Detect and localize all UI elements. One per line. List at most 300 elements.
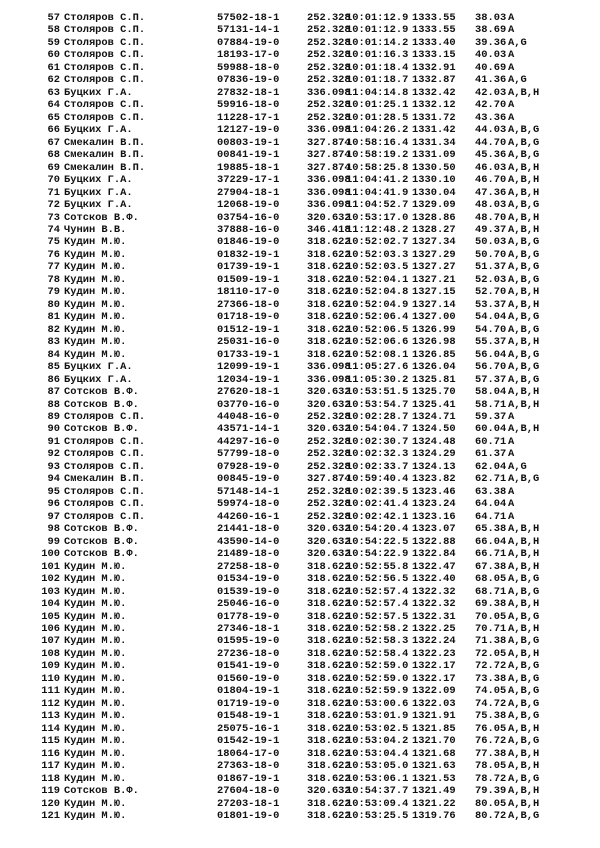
coefficient: 56.04 xyxy=(475,348,507,361)
coefficient: 72.72 xyxy=(475,660,507,673)
coefficient: 76.72 xyxy=(475,735,507,748)
distance: 252.328 xyxy=(307,435,351,448)
distance: 320.632 xyxy=(307,423,351,436)
arrival-time: 10:54:22.5 xyxy=(346,535,409,548)
category-tags: A,B,G xyxy=(508,311,540,324)
ring-code: 01718-19-0 xyxy=(217,311,280,324)
table-row xyxy=(0,224,600,236)
category-tags: A,B,H xyxy=(508,548,540,561)
arrival-time: 10:53:54.7 xyxy=(346,398,409,411)
ring-code: 25075-16-1 xyxy=(217,722,280,735)
ring-code: 25031-16-0 xyxy=(217,336,280,349)
distance: 318.622 xyxy=(307,710,351,723)
table-row xyxy=(0,448,600,460)
place-number: 64 xyxy=(47,99,60,112)
place-number: 72 xyxy=(47,199,60,212)
coefficient: 42.70 xyxy=(475,99,507,112)
category-tags: A xyxy=(508,498,515,511)
participant-name: Столяров С.П. xyxy=(64,49,146,62)
participant-name: Кудин М.Ю. xyxy=(64,248,127,261)
speed: 1327.15 xyxy=(412,286,456,299)
arrival-time: 10:52:59.9 xyxy=(346,685,409,698)
participant-name: Столяров С.П. xyxy=(64,61,146,74)
distance: 327.874 xyxy=(307,473,351,486)
distance: 318.622 xyxy=(307,311,351,324)
participant-name: Кудин М.Ю. xyxy=(64,747,127,760)
place-number: 95 xyxy=(47,485,60,498)
coefficient: 73.38 xyxy=(475,672,507,685)
participant-name: Сотсков В.Ф. xyxy=(64,548,139,561)
coefficient: 58.71 xyxy=(475,398,507,411)
speed: 1322.23 xyxy=(412,647,456,660)
table-row xyxy=(0,748,600,760)
place-number: 97 xyxy=(47,510,60,523)
distance: 336.098 xyxy=(307,361,351,374)
participant-name: Кудин М.Ю. xyxy=(64,298,127,311)
speed: 1333.40 xyxy=(412,36,456,49)
coefficient: 77.38 xyxy=(475,747,507,760)
table-row xyxy=(0,299,600,311)
table-row xyxy=(0,261,600,273)
ring-code: 01832-19-1 xyxy=(217,248,280,261)
place-number: 98 xyxy=(47,523,60,536)
ring-code: 07928-19-0 xyxy=(217,460,280,473)
place-number: 102 xyxy=(41,573,60,586)
ring-code: 11228-17-1 xyxy=(217,111,280,124)
category-tags: A xyxy=(508,111,515,124)
participant-name: Кудин М.Ю. xyxy=(64,710,127,723)
participant-name: Кудин М.Ю. xyxy=(64,810,127,822)
speed: 1324.71 xyxy=(412,411,456,423)
table-row xyxy=(0,386,600,398)
speed: 1322.31 xyxy=(412,610,456,623)
coefficient: 60.71 xyxy=(475,435,507,448)
distance: 320.632 xyxy=(307,386,351,399)
speed: 1322.17 xyxy=(412,660,456,673)
arrival-time: 10:53:04.4 xyxy=(346,747,409,760)
category-tags: A,B,H xyxy=(508,747,540,760)
category-tags: A,B,H xyxy=(508,535,540,548)
coefficient: 68.71 xyxy=(475,585,507,598)
participant-name: Кудин М.Ю. xyxy=(64,348,127,361)
participant-name: Кудин М.Ю. xyxy=(64,760,127,773)
arrival-time: 11:04:52.7 xyxy=(346,199,409,212)
place-number: 58 xyxy=(47,24,60,37)
speed: 1331.34 xyxy=(412,136,456,149)
distance: 252.328 xyxy=(307,111,351,124)
ring-code: 18110-17-0 xyxy=(217,286,280,299)
table-row xyxy=(0,798,600,810)
arrival-time: 10:52:57.4 xyxy=(346,585,409,598)
ring-code: 18193-17-0 xyxy=(217,49,280,62)
distance: 252.328 xyxy=(307,498,351,511)
arrival-time: 11:12:48.2 xyxy=(346,223,409,236)
participant-name: Кудин М.Ю. xyxy=(64,286,127,299)
table-row xyxy=(0,62,600,74)
table-row xyxy=(0,423,600,435)
distance: 327.874 xyxy=(307,161,351,174)
ring-code: 12034-19-1 xyxy=(217,373,280,386)
place-number: 86 xyxy=(47,373,60,386)
ring-code: 59916-18-0 xyxy=(217,99,280,112)
speed: 1319.76 xyxy=(412,810,456,822)
participant-name: Буцких Г.А. xyxy=(64,373,133,386)
place-number: 106 xyxy=(41,622,60,635)
participant-name: Столяров С.П. xyxy=(64,411,146,423)
place-number: 112 xyxy=(41,697,60,710)
coefficient: 70.05 xyxy=(475,610,507,623)
speed: 1322.09 xyxy=(412,685,456,698)
table-row xyxy=(0,112,600,124)
participant-name: Столяров С.П. xyxy=(64,24,146,37)
ring-code: 01719-19-0 xyxy=(217,697,280,710)
ring-code: 01595-19-0 xyxy=(217,635,280,648)
place-number: 105 xyxy=(41,610,60,623)
ring-code: 27203-18-1 xyxy=(217,797,280,810)
distance: 318.622 xyxy=(307,672,351,685)
table-row xyxy=(0,710,600,722)
table-row xyxy=(0,760,600,772)
coefficient: 55.37 xyxy=(475,336,507,349)
category-tags: A,B,G xyxy=(508,635,540,648)
table-row xyxy=(0,187,600,199)
ring-code: 03770-16-0 xyxy=(217,398,280,411)
coefficient: 68.05 xyxy=(475,573,507,586)
distance: 318.622 xyxy=(307,336,351,349)
arrival-time: 10:52:56.5 xyxy=(346,573,409,586)
speed: 1332.87 xyxy=(412,74,456,87)
place-number: 116 xyxy=(41,747,60,760)
place-number: 119 xyxy=(41,785,60,798)
place-number: 59 xyxy=(47,36,60,49)
place-number: 84 xyxy=(47,348,60,361)
table-row xyxy=(0,461,600,473)
place-number: 68 xyxy=(47,149,60,162)
ring-code: 27832-18-1 xyxy=(217,86,280,99)
speed: 1327.27 xyxy=(412,261,456,274)
category-tags: A xyxy=(508,411,515,423)
distance: 336.098 xyxy=(307,199,351,212)
arrival-time: 10:52:57.5 xyxy=(346,610,409,623)
coefficient: 53.37 xyxy=(475,298,507,311)
arrival-time: 10:52:58.3 xyxy=(346,635,409,648)
place-number: 69 xyxy=(47,161,60,174)
category-tags: A,B,H xyxy=(508,286,540,299)
participant-name: Кудин М.Ю. xyxy=(64,722,127,735)
distance: 318.622 xyxy=(307,560,351,573)
category-tags: A,B,G xyxy=(508,199,540,212)
distance: 318.622 xyxy=(307,772,351,785)
ring-code: 21441-18-0 xyxy=(217,523,280,536)
arrival-time: 10:53:51.5 xyxy=(346,386,409,399)
distance: 318.622 xyxy=(307,298,351,311)
participant-name: Буцких Г.А. xyxy=(64,186,133,199)
ring-code: 27363-18-0 xyxy=(217,760,280,773)
coefficient: 38.03 xyxy=(475,12,507,24)
arrival-time: 10:52:55.8 xyxy=(346,560,409,573)
distance: 252.328 xyxy=(307,510,351,523)
category-tags: A,G xyxy=(508,36,527,49)
participant-name: Столяров С.П. xyxy=(64,448,146,461)
arrival-time: 10:53:25.5 xyxy=(346,810,409,822)
speed: 1326.98 xyxy=(412,336,456,349)
arrival-time: 10:52:06.5 xyxy=(346,323,409,336)
ring-code: 57502-18-1 xyxy=(217,12,280,24)
ring-code: 59988-18-0 xyxy=(217,61,280,74)
participant-name: Кудин М.Ю. xyxy=(64,797,127,810)
table-row xyxy=(0,598,600,610)
participant-name: Смекалин В.П. xyxy=(64,136,146,149)
distance: 336.098 xyxy=(307,174,351,187)
ring-code: 12099-19-1 xyxy=(217,361,280,374)
ring-code: 27366-18-0 xyxy=(217,298,280,311)
arrival-time: 10:54:22.9 xyxy=(346,548,409,561)
coefficient: 74.05 xyxy=(475,685,507,698)
coefficient: 70.71 xyxy=(475,622,507,635)
coefficient: 72.05 xyxy=(475,647,507,660)
table-row xyxy=(0,336,600,348)
ring-code: 01509-19-1 xyxy=(217,273,280,286)
participant-name: Кудин М.Ю. xyxy=(64,735,127,748)
table-row xyxy=(0,673,600,685)
arrival-time: 10:54:20.4 xyxy=(346,523,409,536)
speed: 1324.48 xyxy=(412,435,456,448)
table-row xyxy=(0,149,600,161)
distance: 320.632 xyxy=(307,398,351,411)
speed: 1333.55 xyxy=(412,12,456,24)
ring-code: 43590-14-0 xyxy=(217,535,280,548)
distance: 320.632 xyxy=(307,523,351,536)
distance: 252.328 xyxy=(307,99,351,112)
arrival-time: 10:54:37.7 xyxy=(346,785,409,798)
participant-name: Столяров С.П. xyxy=(64,36,146,49)
arrival-time: 10:02:28.7 xyxy=(346,411,409,423)
ring-code: 01512-19-1 xyxy=(217,323,280,336)
speed: 1332.12 xyxy=(412,99,456,112)
category-tags: A,B,H xyxy=(508,598,540,611)
ring-code: 01539-19-0 xyxy=(217,585,280,598)
place-number: 94 xyxy=(47,473,60,486)
speed: 1322.32 xyxy=(412,598,456,611)
speed: 1327.21 xyxy=(412,273,456,286)
distance: 318.622 xyxy=(307,797,351,810)
arrival-time: 10:01:18.7 xyxy=(346,74,409,87)
speed: 1332.42 xyxy=(412,86,456,99)
arrival-time: 10:53:09.4 xyxy=(346,797,409,810)
arrival-time: 10:02:42.1 xyxy=(346,510,409,523)
participant-name: Сотсков В.Ф. xyxy=(64,535,139,548)
ring-code: 07884-19-0 xyxy=(217,36,280,49)
table-row xyxy=(0,586,600,598)
category-tags: A,B,G xyxy=(508,323,540,336)
distance: 320.632 xyxy=(307,785,351,798)
arrival-time: 11:04:41.2 xyxy=(346,174,409,187)
participant-name: Кудин М.Ю. xyxy=(64,772,127,785)
arrival-time: 10:52:06.6 xyxy=(346,336,409,349)
distance: 320.632 xyxy=(307,548,351,561)
distance: 318.622 xyxy=(307,573,351,586)
participant-name: Кудин М.Ю. xyxy=(64,323,127,336)
place-number: 120 xyxy=(41,797,60,810)
place-number: 85 xyxy=(47,361,60,374)
place-number: 57 xyxy=(47,12,60,24)
category-tags: A,B,H xyxy=(508,785,540,798)
category-tags: A,B,H xyxy=(508,523,540,536)
table-row xyxy=(0,473,600,485)
category-tags: A,B,G xyxy=(508,735,540,748)
category-tags: A,B,G xyxy=(508,136,540,149)
speed: 1322.32 xyxy=(412,585,456,598)
category-tags: A,B,H xyxy=(508,174,540,187)
participant-name: Сотсков В.Ф. xyxy=(64,785,139,798)
place-number: 103 xyxy=(41,585,60,598)
coefficient: 69.38 xyxy=(475,598,507,611)
category-tags: A,B,G xyxy=(508,685,540,698)
category-tags: A,B,G xyxy=(508,710,540,723)
table-row xyxy=(0,399,600,411)
speed: 1331.09 xyxy=(412,149,456,162)
distance: 252.328 xyxy=(307,36,351,49)
results-table xyxy=(0,12,600,822)
table-row xyxy=(0,137,600,149)
place-number: 100 xyxy=(41,548,60,561)
distance: 318.622 xyxy=(307,747,351,760)
coefficient: 38.69 xyxy=(475,24,507,37)
participant-name: Столяров С.П. xyxy=(64,74,146,87)
coefficient: 62.71 xyxy=(475,473,507,486)
category-tags: A,B,G xyxy=(508,772,540,785)
distance: 318.622 xyxy=(307,248,351,261)
arrival-time: 10:59:40.4 xyxy=(346,473,409,486)
place-number: 121 xyxy=(41,810,60,822)
participant-name: Столяров С.П. xyxy=(64,111,146,124)
speed: 1323.82 xyxy=(412,473,456,486)
table-row xyxy=(0,536,600,548)
speed: 1322.40 xyxy=(412,573,456,586)
distance: 318.622 xyxy=(307,236,351,249)
speed: 1323.16 xyxy=(412,510,456,523)
coefficient: 65.38 xyxy=(475,523,507,536)
ring-code: 12127-19-0 xyxy=(217,124,280,137)
speed: 1324.29 xyxy=(412,448,456,461)
place-number: 74 xyxy=(47,223,60,236)
category-tags: A,B,G xyxy=(508,573,540,586)
coefficient: 71.38 xyxy=(475,635,507,648)
speed: 1325.70 xyxy=(412,386,456,399)
speed: 1323.24 xyxy=(412,498,456,511)
participant-name: Сотсков В.Ф. xyxy=(64,423,139,436)
arrival-time: 10:53:04.2 xyxy=(346,735,409,748)
coefficient: 54.04 xyxy=(475,311,507,324)
distance: 252.328 xyxy=(307,12,351,24)
participant-name: Буцких Г.А. xyxy=(64,86,133,99)
table-row xyxy=(0,249,600,261)
ring-code: 01733-19-1 xyxy=(217,348,280,361)
participant-name: Кудин М.Ю. xyxy=(64,598,127,611)
distance: 318.622 xyxy=(307,635,351,648)
speed: 1327.29 xyxy=(412,248,456,261)
distance: 252.328 xyxy=(307,49,351,62)
coefficient: 76.05 xyxy=(475,722,507,735)
table-row xyxy=(0,199,600,211)
participant-name: Столяров С.П. xyxy=(64,510,146,523)
ring-code: 43571-14-1 xyxy=(217,423,280,436)
speed: 1329.09 xyxy=(412,199,456,212)
arrival-time: 10:02:33.7 xyxy=(346,460,409,473)
arrival-time: 10:01:18.4 xyxy=(346,61,409,74)
distance: 318.622 xyxy=(307,348,351,361)
coefficient: 46.03 xyxy=(475,161,507,174)
coefficient: 44.70 xyxy=(475,136,507,149)
distance: 318.622 xyxy=(307,261,351,274)
table-row xyxy=(0,324,600,336)
speed: 1322.17 xyxy=(412,672,456,685)
participant-name: Кудин М.Ю. xyxy=(64,573,127,586)
place-number: 109 xyxy=(41,660,60,673)
table-row xyxy=(0,486,600,498)
arrival-time: 10:54:04.7 xyxy=(346,423,409,436)
category-tags: A,B,H xyxy=(508,622,540,635)
coefficient: 75.38 xyxy=(475,710,507,723)
coefficient: 41.36 xyxy=(475,74,507,87)
arrival-time: 10:52:08.1 xyxy=(346,348,409,361)
category-tags: A xyxy=(508,49,515,62)
arrival-time: 10:02:32.3 xyxy=(346,448,409,461)
category-tags: A,B,H xyxy=(508,722,540,735)
category-tags: A,B,H xyxy=(508,386,540,399)
table-row xyxy=(0,236,600,248)
coefficient: 45.36 xyxy=(475,149,507,162)
speed: 1328.27 xyxy=(412,223,456,236)
arrival-time: 10:52:03.5 xyxy=(346,261,409,274)
coefficient: 67.38 xyxy=(475,560,507,573)
table-row xyxy=(0,735,600,747)
participant-name: Кудин М.Ю. xyxy=(64,336,127,349)
ring-code: 01541-19-0 xyxy=(217,660,280,673)
distance: 252.328 xyxy=(307,61,351,74)
category-tags: A,B,H xyxy=(508,647,540,660)
distance: 318.622 xyxy=(307,810,351,822)
arrival-time: 10:02:41.4 xyxy=(346,498,409,511)
place-number: 99 xyxy=(47,535,60,548)
category-tags: A xyxy=(508,435,515,448)
coefficient: 78.05 xyxy=(475,760,507,773)
speed: 1322.47 xyxy=(412,560,456,573)
speed: 1330.10 xyxy=(412,174,456,187)
distance: 346.418 xyxy=(307,223,351,236)
distance: 318.622 xyxy=(307,697,351,710)
participant-name: Кудин М.Ю. xyxy=(64,685,127,698)
arrival-time: 10:01:14.2 xyxy=(346,36,409,49)
place-number: 104 xyxy=(41,598,60,611)
ring-code: 01846-19-0 xyxy=(217,236,280,249)
coefficient: 48.03 xyxy=(475,199,507,212)
ring-code: 44048-16-0 xyxy=(217,411,280,423)
distance: 252.328 xyxy=(307,411,351,423)
category-tags: A,G xyxy=(508,74,527,87)
speed: 1326.85 xyxy=(412,348,456,361)
ring-code: 01542-19-1 xyxy=(217,735,280,748)
coefficient: 52.03 xyxy=(475,273,507,286)
arrival-time: 10:52:02.7 xyxy=(346,236,409,249)
speed: 1330.04 xyxy=(412,186,456,199)
place-number: 83 xyxy=(47,336,60,349)
place-number: 80 xyxy=(47,298,60,311)
arrival-time: 10:52:06.4 xyxy=(346,311,409,324)
participant-name: Буцких Г.А. xyxy=(64,199,133,212)
place-number: 70 xyxy=(47,174,60,187)
place-number: 111 xyxy=(41,685,60,698)
